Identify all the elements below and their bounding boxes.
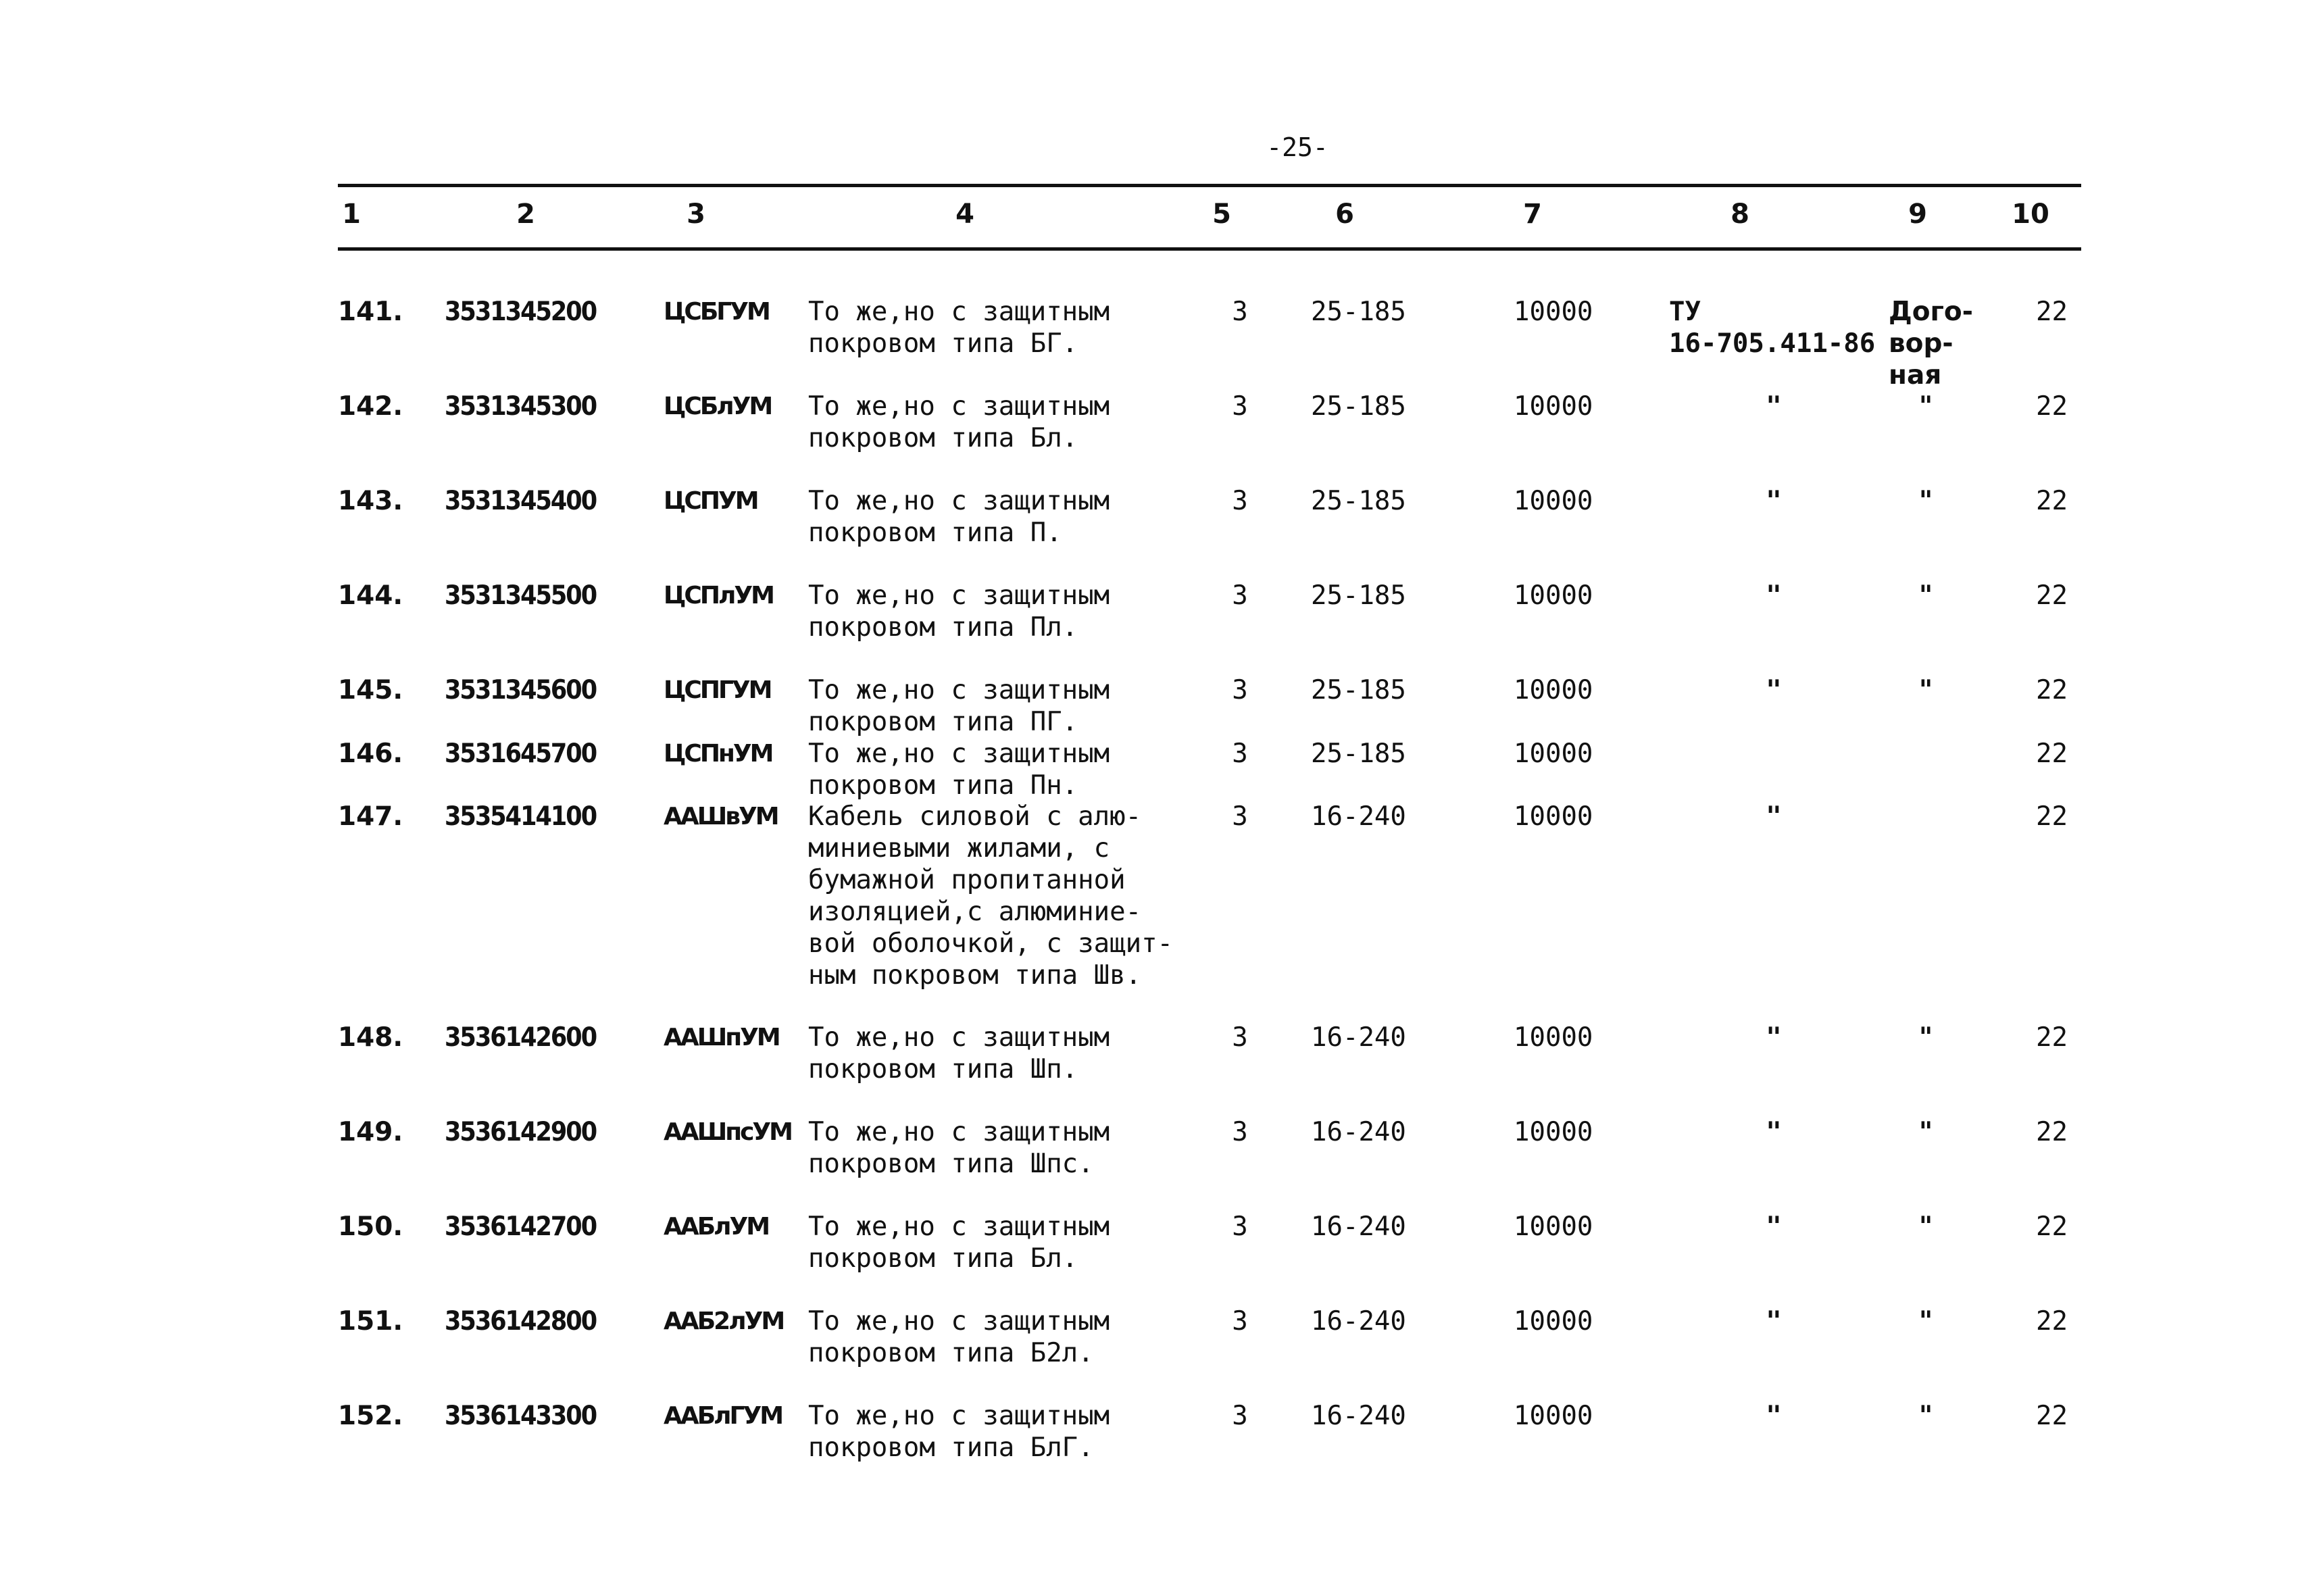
cable-description-line: покровом типа БГ. [808,328,1078,359]
cross-section: 16-240 [1311,1022,1406,1053]
spec-reference [1730,1211,1818,1243]
cross-section: 16-240 [1311,1401,1406,1431]
page-number: -25- [1266,132,1328,162]
spec-reference [1730,391,1818,422]
voltage: 10000 [1514,391,1593,422]
price-type-line: " [1918,1306,1933,1337]
price-type-line: " [1918,675,1933,705]
price-type-line: вор- [1889,328,1953,359]
cable-description [808,674,1187,738]
cable-description-line: То же,но с защитным [808,391,1110,422]
price-type-line: ная [1889,360,1942,391]
cable-description-line: покровом типа ПГ. [808,707,1078,737]
group-code: 22 [2036,580,2068,611]
price-type [1892,1022,1960,1053]
core-count: 3 [1232,391,1248,422]
price-type-line: " [1918,580,1933,611]
product-code: 3531345300 [445,391,597,422]
column-header-4: 4 [955,199,974,230]
cable-description-line: вой оболочкой, с защит- [808,928,1174,959]
cable-mark: ЦСБлУМ [664,393,772,420]
product-code: 3531345500 [445,580,597,611]
spec-reference [1730,801,1818,832]
row-number: 141. [338,297,403,327]
product-code: 3531345400 [445,486,597,516]
cable-description [808,580,1187,643]
price-type [1892,1400,1960,1432]
group-code: 22 [2036,801,2068,832]
row-number: 152. [338,1401,403,1431]
column-header-2: 2 [516,199,535,230]
cable-description [808,1400,1187,1464]
table-top-rule [338,184,2081,187]
price-type-line: " [1918,1117,1933,1147]
cable-description [808,1116,1187,1180]
column-header-8: 8 [1731,199,1749,230]
core-count: 3 [1232,801,1248,832]
core-count: 3 [1232,580,1248,611]
cable-description [808,738,1187,801]
spec-reference [1669,296,1892,359]
cable-description-line: То же,но с защитным [808,739,1110,769]
cable-description-line: покровом типа П. [808,518,1062,548]
cross-section: 25-185 [1311,297,1406,327]
row-number: 145. [338,675,403,705]
column-header-5: 5 [1212,199,1231,230]
price-type [1892,485,1960,517]
price-type [1892,1211,1960,1243]
group-code: 22 [2036,1212,2068,1242]
spec-reference-line: " [1766,1401,1782,1431]
spec-reference-line: " [1766,391,1782,422]
cable-mark: ЦСБГУМ [664,298,769,326]
group-code: 22 [2036,1022,2068,1053]
cable-mark: ЦСПУМ [664,487,757,515]
cable-description [808,1211,1187,1274]
voltage: 10000 [1514,675,1593,705]
cable-description [808,391,1187,454]
product-code: 3531645700 [445,739,597,769]
cross-section: 25-185 [1311,739,1406,769]
cable-description-line: То же,но с защитным [808,1306,1110,1337]
product-code: 3531345600 [445,675,597,705]
cable-description-line: То же,но с защитным [808,675,1110,705]
group-code: 22 [2036,739,2068,769]
cable-mark: ААШвУМ [664,803,778,830]
core-count: 3 [1232,1212,1248,1242]
column-header-7: 7 [1523,199,1542,230]
row-number: 146. [338,739,403,769]
price-type [1892,1116,1960,1148]
cable-description [808,801,1187,991]
spec-reference [1730,580,1818,612]
cable-mark: ААШпУМ [664,1024,779,1051]
product-code: 3536143300 [445,1401,597,1431]
spec-reference-line: " [1766,675,1782,705]
price-type [1889,296,1976,391]
cable-description-line: То же,но с защитным [808,1022,1110,1053]
voltage: 10000 [1514,1022,1593,1053]
cable-description-line: То же,но с защитным [808,580,1110,611]
voltage: 10000 [1514,1212,1593,1242]
product-code: 3536142800 [445,1306,597,1337]
cable-description-line: покровом типа Бл. [808,1243,1078,1274]
row-number: 147. [338,801,403,832]
price-type [1892,674,1960,706]
voltage: 10000 [1514,580,1593,611]
cable-mark: ААБлУМ [664,1213,769,1241]
row-number: 148. [338,1022,403,1053]
cross-section: 25-185 [1311,675,1406,705]
cable-description [808,1305,1187,1369]
product-code: 3536142700 [445,1212,597,1242]
cable-description-line: То же,но с защитным [808,1117,1110,1147]
row-number: 143. [338,486,403,516]
row-number: 151. [338,1306,403,1337]
spec-reference-line: " [1766,1306,1782,1337]
column-header-10: 10 [2012,199,2049,230]
cable-mark: ЦСПнУМ [664,740,772,768]
core-count: 3 [1232,1401,1248,1431]
core-count: 3 [1232,675,1248,705]
cable-description-line: миниевыми жилами, с [808,833,1110,864]
core-count: 3 [1232,739,1248,769]
group-code: 22 [2036,297,2068,327]
core-count: 3 [1232,486,1248,516]
cable-description-line: То же,но с защитным [808,297,1110,327]
cable-description-line: покровом типа Бл. [808,423,1078,453]
cross-section: 16-240 [1311,1117,1406,1147]
cable-description-line: То же,но с защитным [808,1401,1110,1431]
cable-description-line: ным покровом типа Шв. [808,960,1142,991]
voltage: 10000 [1514,739,1593,769]
core-count: 3 [1232,1306,1248,1337]
price-type-line: " [1918,1212,1933,1242]
spec-reference-line: 16-705.411-86 [1669,328,1876,359]
group-code: 22 [2036,1401,2068,1431]
cable-mark: ЦСПлУМ [664,582,773,609]
column-header-6: 6 [1335,199,1354,230]
cable-description [808,1022,1187,1085]
core-count: 3 [1232,1022,1248,1053]
cable-description-line: То же,но с защитным [808,486,1110,516]
spec-reference [1730,1022,1818,1053]
spec-reference [1730,485,1818,517]
cable-description-line: покровом типа БлГ. [808,1432,1094,1463]
product-code: 3536142900 [445,1117,597,1147]
spec-reference [1730,674,1818,706]
cable-description-line: Кабель силовой с алю- [808,801,1142,832]
column-header-3: 3 [687,199,705,230]
cross-section: 25-185 [1311,486,1406,516]
cross-section: 25-185 [1311,580,1406,611]
group-code: 22 [2036,1117,2068,1147]
price-type-line: " [1918,1401,1933,1431]
column-header-9: 9 [1908,199,1927,230]
column-header-1: 1 [342,199,361,230]
cross-section: 25-185 [1311,391,1406,422]
spec-reference-line: " [1766,1117,1782,1147]
price-type-line: Дого- [1889,297,1973,327]
cable-description-line: бумажной пропитанной [808,865,1126,895]
cable-description [808,296,1187,359]
table-header-rule [338,247,2081,251]
group-code: 22 [2036,486,2068,516]
cable-mark: ААБ2лУМ [664,1307,784,1335]
cross-section: 16-240 [1311,1306,1406,1337]
cable-description-line: покровом типа Пл. [808,612,1078,643]
cable-mark: ААШпсУМ [664,1118,791,1146]
cross-section: 16-240 [1311,1212,1406,1242]
spec-reference [1730,1305,1818,1337]
cable-description-line: покровом типа Б2л. [808,1338,1094,1368]
row-number: 142. [338,391,403,422]
voltage: 10000 [1514,297,1593,327]
group-code: 22 [2036,675,2068,705]
spec-reference [1730,1116,1818,1148]
price-type [1892,580,1960,612]
voltage: 10000 [1514,1117,1593,1147]
core-count: 3 [1232,1117,1248,1147]
cable-description [808,485,1187,549]
voltage: 10000 [1514,486,1593,516]
spec-reference [1730,1400,1818,1432]
cable-description-line: покровом типа Шпс. [808,1149,1094,1179]
cross-section: 16-240 [1311,801,1406,832]
product-code: 3536142600 [445,1022,597,1053]
price-type [1892,1305,1960,1337]
row-number: 144. [338,580,403,611]
price-type-line: " [1918,1022,1933,1053]
cable-description-line: изоляцией,с алюминие- [808,897,1142,927]
core-count: 3 [1232,297,1248,327]
price-type-line: " [1918,391,1933,422]
cable-mark: ЦСПГУМ [664,676,771,704]
voltage: 10000 [1514,801,1593,832]
group-code: 22 [2036,1306,2068,1337]
group-code: 22 [2036,391,2068,422]
product-code: 3531345200 [445,297,597,327]
cable-description-line: То же,но с защитным [808,1212,1110,1242]
spec-reference-line: ТУ [1669,297,1701,327]
cable-mark: ААБлГУМ [664,1402,782,1430]
row-number: 150. [338,1212,403,1242]
spec-reference-line: " [1766,580,1782,611]
price-type-line: " [1918,486,1933,516]
voltage: 10000 [1514,1401,1593,1431]
cable-description-line: покровом типа Пн. [808,770,1078,801]
voltage: 10000 [1514,1306,1593,1337]
spec-reference-line: " [1766,1212,1782,1242]
row-number: 149. [338,1117,403,1147]
cable-description-line: покровом типа Шп. [808,1054,1078,1084]
spec-reference-line: " [1766,801,1782,832]
product-code: 3535414100 [445,801,597,832]
spec-reference-line: " [1766,486,1782,516]
spec-reference-line: " [1766,1022,1782,1053]
price-type [1892,391,1960,422]
